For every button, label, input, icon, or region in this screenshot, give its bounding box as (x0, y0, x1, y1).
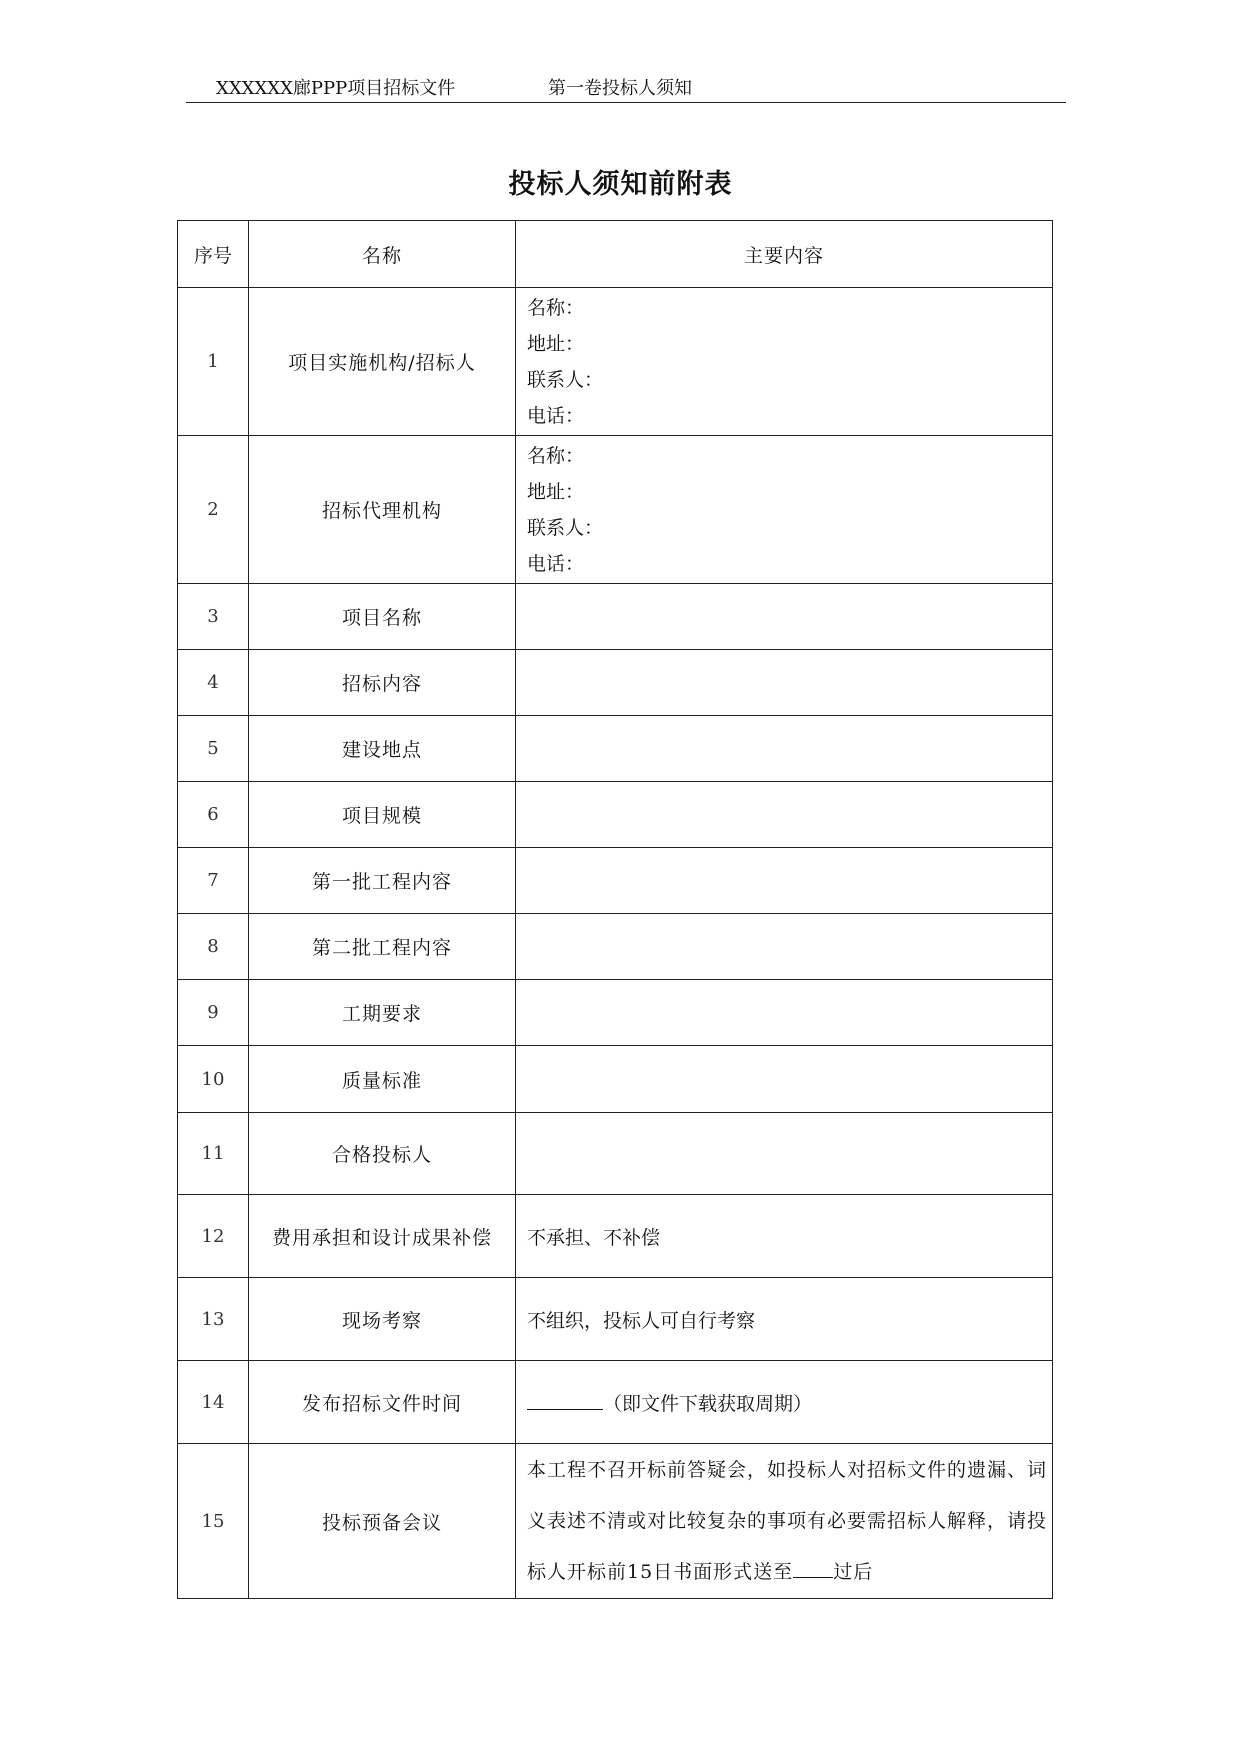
table-row (178, 1113, 1053, 1195)
row-content (516, 1046, 1053, 1113)
row-number: 8 (178, 914, 249, 980)
row-content (516, 716, 1053, 782)
bidder-instructions-table (177, 220, 1053, 1599)
row-name: 招标内容 (249, 650, 516, 716)
row-content (516, 436, 1053, 584)
row-name: 第一批工程内容 (249, 848, 516, 914)
row-name: 投标预备会议 (249, 1444, 516, 1599)
row-number: 14 (178, 1361, 249, 1444)
content-text: （即文件下载获取周期） (603, 1392, 813, 1415)
row-content (516, 288, 1053, 436)
page-header (186, 72, 1066, 103)
table-row (178, 650, 1053, 716)
table-row (178, 584, 1053, 650)
table-row (178, 1361, 1053, 1444)
row-content (516, 914, 1053, 980)
row-content (516, 584, 1053, 650)
row-name: 发布招标文件时间 (249, 1361, 516, 1444)
table-row (178, 782, 1053, 848)
row-number: 4 (178, 650, 249, 716)
content-line: 地址： (527, 332, 585, 355)
row-name: 项目实施机构/招标人 (249, 288, 516, 436)
col-header-seq: 序号 (178, 221, 249, 288)
row-number: 1 (178, 288, 249, 436)
page-title: 投标人须知前附表 (508, 169, 733, 200)
row-content (516, 848, 1053, 914)
content-line: 名称： (527, 444, 585, 467)
content-line: 电话： (527, 552, 585, 575)
row-name: 合格投标人 (249, 1113, 516, 1195)
table-row (178, 1046, 1053, 1113)
row-name: 项目规模 (249, 782, 516, 848)
row-content: 不承担、不补偿 (516, 1195, 1053, 1278)
row-number: 13 (178, 1278, 249, 1361)
row-number: 2 (178, 436, 249, 584)
row-number: 6 (178, 782, 249, 848)
row-number: 11 (178, 1113, 249, 1195)
row-content (516, 980, 1053, 1046)
row-number: 9 (178, 980, 249, 1046)
table-row (178, 716, 1053, 782)
row-number: 10 (178, 1046, 249, 1113)
table-row (178, 436, 1053, 584)
row-number: 7 (178, 848, 249, 914)
content-line: 电话： (527, 404, 585, 427)
content-text-tail: 过后 (833, 1560, 874, 1583)
row-name: 现场考察 (249, 1278, 516, 1361)
col-header-content: 主要内容 (516, 221, 1053, 288)
row-name: 建设地点 (249, 716, 516, 782)
row-name: 第二批工程内容 (249, 914, 516, 980)
row-number: 3 (178, 584, 249, 650)
row-number: 15 (178, 1444, 249, 1599)
fill-in-blank (793, 1557, 833, 1578)
content-text: 本工程不召开标前答疑会，如投标人对招标文件的遗漏、词义表述不清或对比较复杂的事项有必要需招标人解释，请投标人开标前15日书面形式送至 (527, 1458, 1048, 1583)
row-name: 项目名称 (249, 584, 516, 650)
table-row (178, 848, 1053, 914)
header-document-title: XXXXXX廊PPP项目招标文件 (216, 78, 456, 99)
col-header-name: 名称 (249, 221, 516, 288)
row-content (516, 1113, 1053, 1195)
row-name: 质量标准 (249, 1046, 516, 1113)
row-number: 5 (178, 716, 249, 782)
content-line: 联系人： (527, 368, 604, 391)
row-content (516, 650, 1053, 716)
table-row (178, 1195, 1053, 1278)
content-line: 名称： (527, 296, 585, 319)
fill-in-blank (527, 1389, 603, 1410)
table-row (178, 288, 1053, 436)
row-content (516, 1361, 1053, 1444)
row-name: 费用承担和设计成果补偿 (249, 1195, 516, 1278)
row-name: 招标代理机构 (249, 436, 516, 584)
header-volume-title: 第一卷投标人须知 (548, 78, 692, 99)
row-number: 12 (178, 1195, 249, 1278)
row-content (516, 1444, 1053, 1599)
table-row (178, 1278, 1053, 1361)
table-row (178, 1444, 1053, 1599)
table-row (178, 980, 1053, 1046)
row-content (516, 782, 1053, 848)
table-row (178, 914, 1053, 980)
row-content: 不组织，投标人可自行考察 (516, 1278, 1053, 1361)
content-line: 地址： (527, 480, 585, 503)
row-name: 工期要求 (249, 980, 516, 1046)
table-header-row (178, 221, 1053, 288)
content-line: 联系人： (527, 516, 604, 539)
